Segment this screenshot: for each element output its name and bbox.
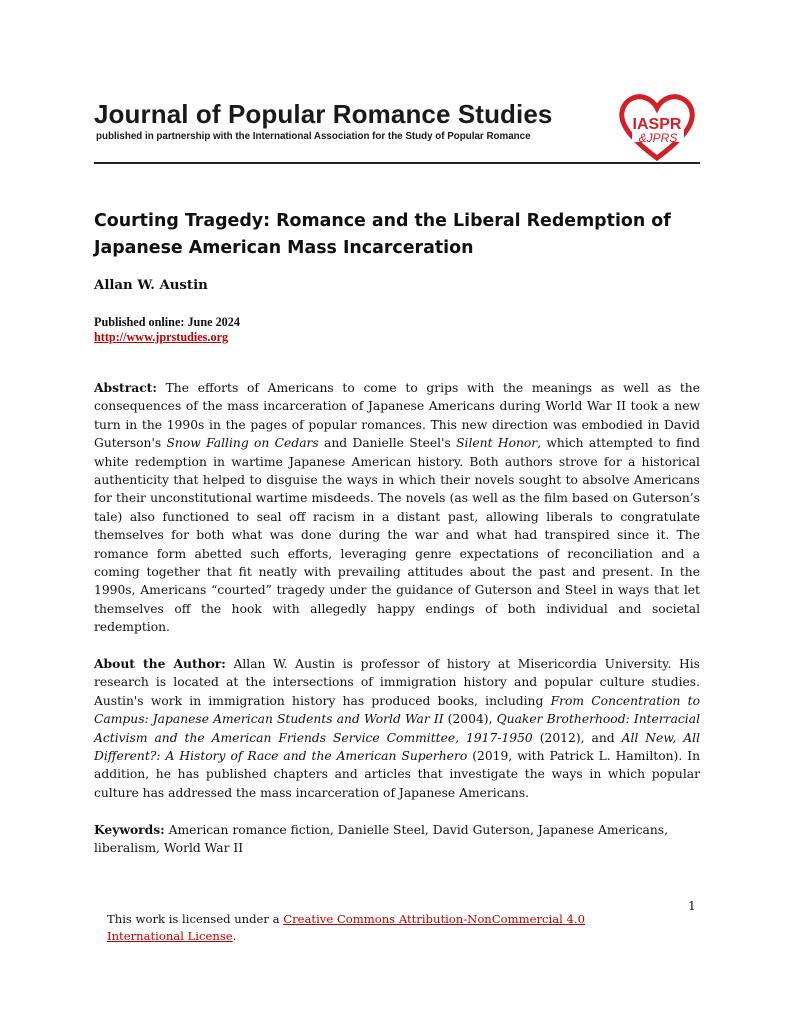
iaspr-logo	[618, 92, 696, 162]
license-link[interactable]: Creative Commons Attribution-NonCommercial 4.0 International License	[107, 912, 585, 943]
logo-text: IASPR	[632, 116, 682, 133]
about-text-1: Allan W. Austin is professor of history at Misericordia University. His research is located at the intersections of immigration history and popular culture studies. Austin's work in immigration history has produced books, including	[94, 657, 700, 708]
journal-title: Journal of Popular Romance Studies	[94, 99, 553, 129]
about-book-1: From Concentration to Campus: Japanese American Students and World War II	[94, 693, 701, 727]
abstract	[94, 379, 700, 637]
header-rule	[94, 162, 700, 164]
about-author	[94, 655, 700, 802]
keywords	[94, 821, 700, 858]
journal-partnership: published in partnership with the International Association for the Study of Popular Romance	[96, 131, 531, 142]
article-author: Allan W. Austin	[94, 278, 208, 293]
keywords-text: American romance fiction, Danielle Steel, David Guterson, Japanese Americans, liberalism, World War II	[94, 823, 669, 856]
keywords-label: Keywords:	[94, 822, 165, 837]
abstract-text-2: and Danielle Steel's	[318, 436, 457, 451]
article-title: Courting Tragedy: Romance and the Liberal Redemption of Japanese American Mass Incarceration	[94, 211, 671, 258]
about-book-3: All New, All Different?: A History of Race and the American Superhero	[94, 730, 701, 764]
about-text-2: (2004),	[443, 712, 497, 727]
journal-url-link[interactable]: http://www.jprstudies.org	[94, 329, 229, 344]
about-book-2: Quaker Brotherhood: Interracial Activism and the American Friends Service Committee, 1917-1950	[94, 712, 700, 745]
logo-subtext: &JPRS	[638, 131, 678, 145]
published-date: Published online: June 2024	[94, 315, 240, 329]
about-text-3: (2012), and	[532, 730, 622, 745]
license-notice	[107, 911, 627, 945]
abstract-text-3: , which attempted to find white redemption in wartime Japanese American history. Both authors strove for a historical authenticity that helped to disguise the ways in which their novels sought to absolve Americans for their unconstitutional wartime misdeeds. The novels (as well as the film based on Guterson’s tale) also functioned to seal off racism in a distant past, allowing liberals to congratulate themselves for both what was done during the war and what had transpired since it. The romance form abetted such efforts, leveraging genre expectations of reconciliation and a coming together that fit neatly with prevailing attitudes about the past and present. In the 1990s, Americans “courted” tragedy under the guidance of Guterson and Steel in ways that let themselves off the hook with allegedly happy endings of both individual and societal redemption.	[94, 436, 700, 635]
abstract-book-2: Silent Honor	[456, 436, 538, 451]
abstract-label: Abstract:	[94, 380, 157, 395]
abstract-text-1: The efforts of Americans to come to grips with the meanings as well as the consequences of the mass incarceration of Japanese Americans during World War II took a new turn in the 1990s in the pages of popular romances. This new direction was embodied in David Guterson's	[94, 381, 700, 451]
page-number: 1	[688, 899, 696, 913]
license-prefix: This work is licensed under a	[107, 912, 284, 926]
about-text-4: (2019, with Patrick L. Hamilton). In addition, he has published chapters and articles that investigate the ways in which popular culture has addressed the mass incarceration of Japanese Americans.	[94, 749, 700, 800]
abstract-book-1: Snow Falling on Cedars	[166, 436, 319, 451]
about-label: About the Author:	[94, 656, 226, 671]
license-suffix: .	[232, 929, 237, 943]
publication-info	[94, 315, 240, 344]
